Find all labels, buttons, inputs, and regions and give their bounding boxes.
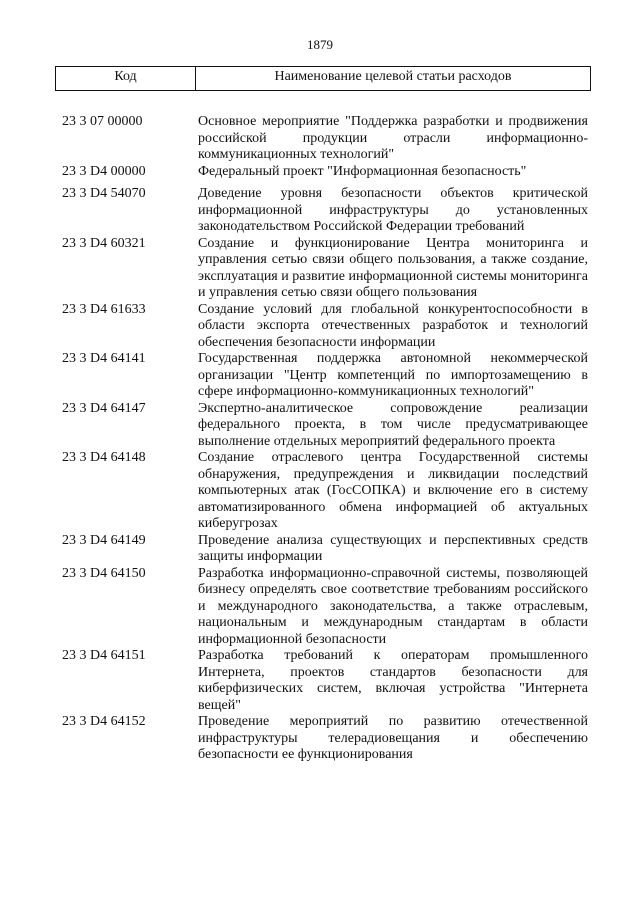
row-code: 23 3 D4 64152 <box>62 714 146 729</box>
table-row <box>62 714 588 764</box>
table-row <box>62 164 588 181</box>
row-name: Экспертно-аналитическое сопровождение реализации федерального проекта, в том числе предусматривающее выполнение отдельных мероприятий федерального проекта <box>198 400 588 449</box>
row-code: 23 3 D4 61633 <box>62 301 146 317</box>
table-row <box>62 401 588 451</box>
column-header-code: Код <box>56 67 196 90</box>
row-code: 23 3 D4 64141 <box>62 351 146 366</box>
table-row <box>62 114 588 164</box>
row-code: 23 3 D4 60321 <box>62 235 146 251</box>
table-header <box>55 66 591 91</box>
row-code: 23 3 D4 64150 <box>62 565 146 581</box>
row-name: Федеральный проект "Информационная безопасность" <box>198 163 527 179</box>
table-row <box>62 236 588 302</box>
row-name: Основное мероприятие "Поддержка разработки и продвижения российской продукции отрасли информационно-коммуникационных технологий" <box>198 114 588 162</box>
table-row <box>62 648 588 714</box>
table-row <box>62 450 588 533</box>
row-name: Создание и функционирование Центра мониторинга и управления сетью связи общего пользования, а также создание, эксплуатация и развитие информационной системы мониторинга и управления сетью связи общего пользования <box>198 235 588 300</box>
table-row <box>62 186 588 236</box>
row-code: 23 3 D4 64149 <box>62 532 146 548</box>
row-name: Разработка требований к операторам промышленного Интернета, проектов стандартов безопасности для киберфизических систем, включая устройства "Интернета вещей" <box>198 648 588 713</box>
row-name: Доведение уровня безопасности объектов критической информационной инфраструктуры до установленных законодательством Российской Федерации требований <box>198 186 588 234</box>
table-row <box>62 302 588 352</box>
row-name: Создание условий для глобальной конкурентоспособности в области экспорта отечественных разработок и технологий обеспечения безопасности информации <box>198 301 588 350</box>
row-code: 23 3 D4 64151 <box>62 648 146 663</box>
row-name: Разработка информационно-справочной системы, позволяющей бизнесу определять свое соответствие требованиям российского и международного законодательства, а также отраслевым, национальным и международным стандартам в области информационной безопасности <box>198 565 588 647</box>
page-number: 1879 <box>307 37 333 52</box>
row-code: 23 3 D4 54070 <box>62 186 146 201</box>
row-name: Проведение анализа существующих и перспективных средств защиты информации <box>198 532 588 564</box>
row-code: 23 3 D4 00000 <box>62 163 146 179</box>
column-header-name: Наименование целевой статьи расходов <box>274 69 512 84</box>
table-row <box>62 533 588 566</box>
table-row <box>62 351 588 401</box>
table-body <box>62 114 588 764</box>
row-name: Проведение мероприятий по развитию отечественной инфраструктуры телерадиовещания и обеспечению безопасности ее функционирования <box>198 714 588 762</box>
row-code: 23 3 D4 64147 <box>62 400 146 416</box>
table-row <box>62 566 588 649</box>
row-name: Создание отраслевого центра Государственной системы обнаружения, предупреждения и ликвидации последствий компьютерных атак (ГосСОПКА) и включение его в систему автоматизированного обмена информацией об актуальных киберугрозах <box>198 450 588 531</box>
row-code: 23 3 07 00000 <box>62 114 143 129</box>
row-name: Государственная поддержка автономной некоммерческой организации "Центр компетенций по импортозамещению в сфере информационно-коммуникационных технологий" <box>198 351 588 399</box>
row-code: 23 3 D4 64148 <box>62 450 146 465</box>
